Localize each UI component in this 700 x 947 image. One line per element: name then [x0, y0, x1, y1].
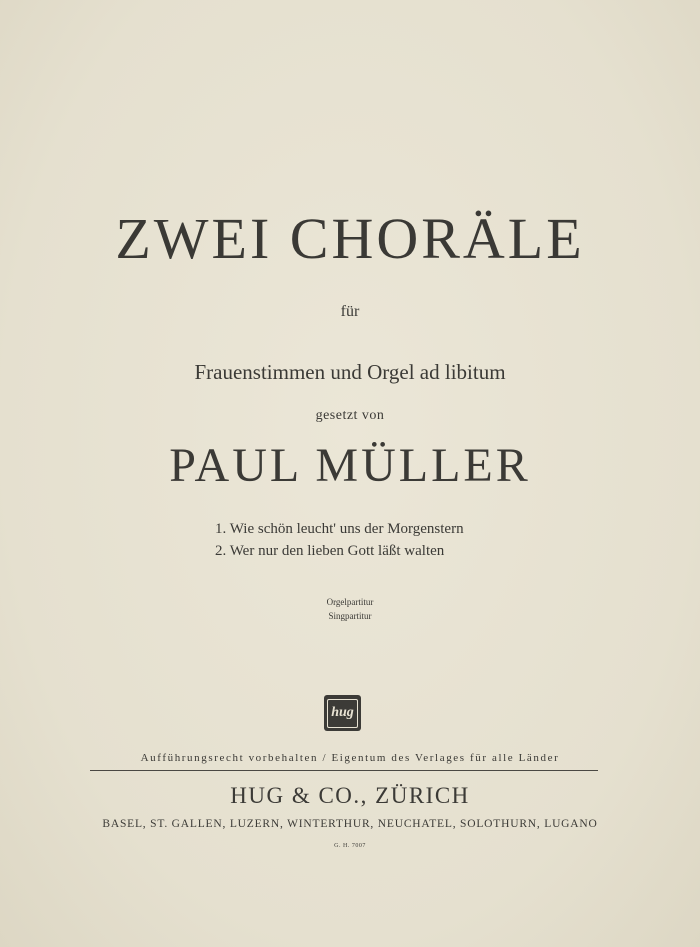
publisher-cities: BASEL, ST. GALLEN, LUZERN, WINTERTHUR, NEUCHATEL, SOLOTHURN, LUGANO [102, 818, 598, 830]
arranged-by-label: gesetzt von [315, 408, 385, 423]
score-edition-vocal: Singpartitur [328, 611, 372, 621]
score-edition-organ: Orgelpartitur [326, 597, 374, 607]
publisher-name: HUG & CO., ZÜRICH [230, 783, 470, 808]
chorale-list [215, 518, 464, 562]
voicing-subtitle: Frauenstimmen und Orgel ad libitum [194, 360, 506, 384]
publisher-logo [324, 695, 361, 731]
logo-text: hug [327, 699, 358, 728]
chorale-item: 1. Wie schön leucht' uns der Morgenstern [215, 521, 464, 537]
score-editions [0, 595, 700, 623]
for-word: für [340, 303, 360, 320]
composer-name: PAUL MÜLLER [169, 439, 531, 492]
work-title: ZWEI CHORÄLE [115, 206, 585, 271]
rights-notice: Aufführungsrecht vorbehalten / Eigentum des Verlages für alle Länder [140, 752, 560, 764]
divider-rule [90, 770, 598, 771]
catalog-number: G. H. 7007 [334, 843, 366, 849]
chorale-item: 2. Wer nur den lieben Gott läßt walten [215, 543, 445, 559]
